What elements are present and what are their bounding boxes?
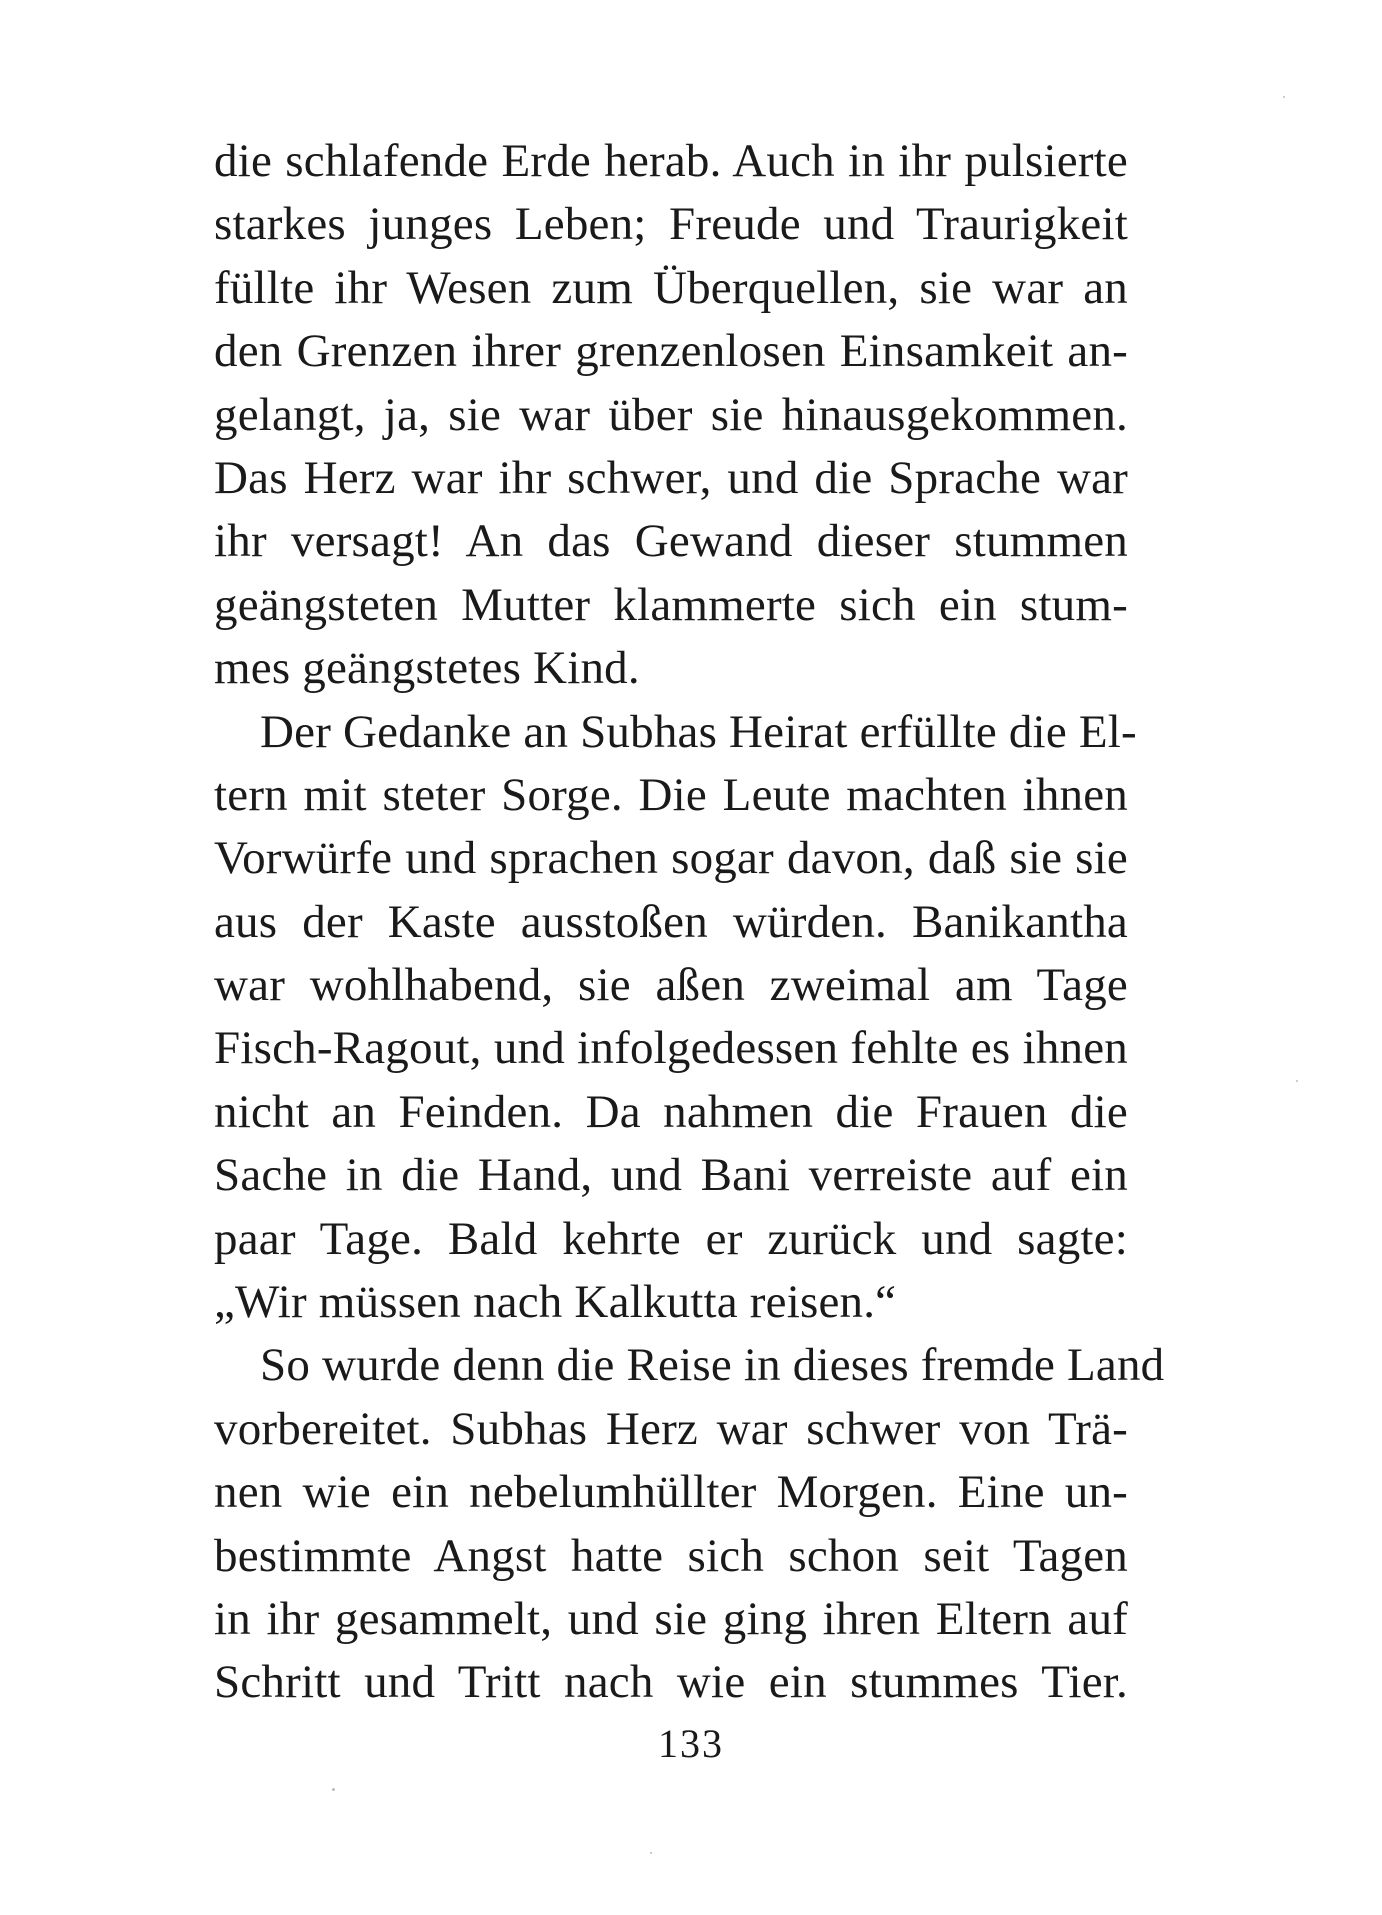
- text-line: füllte ihr Wesen zum Überquellen, sie war an: [214, 261, 1128, 314]
- page-number: 133: [658, 1721, 724, 1766]
- text-line: bestimmte Angst hatte sich schon seit Tagen: [214, 1529, 1128, 1582]
- text-line: „Wir müssen nach Kalkutta reisen.“: [214, 1276, 897, 1329]
- text-line: Schritt und Tritt nach wie ein stummes Tier.: [214, 1656, 1128, 1709]
- text-line: mes geängstetes Kind.: [214, 642, 640, 695]
- text-line: tern mit steter Sorge. Die Leute machten ihnen: [214, 768, 1128, 821]
- text-line: paar Tage. Bald kehrte er zurück und sagte:: [214, 1212, 1128, 1265]
- text-line: aus der Kaste ausstoßen würden. Banikantha: [214, 895, 1128, 948]
- scan-speck: [332, 1788, 335, 1791]
- text-line: in ihr gesammelt, und sie ging ihren Eltern auf: [214, 1592, 1128, 1645]
- text-line: geängsteten Mutter klammerte sich ein stum-: [214, 578, 1128, 631]
- text-line: den Grenzen ihrer grenzenlosen Einsamkeit an-: [214, 325, 1128, 378]
- text-line: nen wie ein nebelumhüllter Morgen. Eine un-: [214, 1466, 1128, 1519]
- body-text: [214, 130, 1165, 1715]
- text-line: gelangt, ja, sie war über sie hinausgekommen.: [214, 388, 1128, 441]
- text-line: Vorwürfe und sprachen sogar davon, daß sie sie: [214, 832, 1128, 885]
- text-line: die schlafende Erde herab. Auch in ihr pulsierte: [214, 135, 1128, 187]
- text-line: Der Gedanke an Subhas Heirat erfüllte die El-: [260, 705, 1137, 758]
- text-line: war wohlhabend, sie aßen zweimal am Tage: [214, 959, 1128, 1012]
- scan-speck: [1296, 1080, 1298, 1082]
- text-line: nicht an Feinden. Da nahmen die Frauen die: [214, 1085, 1128, 1138]
- text-line: starkes junges Leben; Freude und Traurigkeit: [214, 198, 1128, 251]
- text-line: Sache in die Hand, und Bani verreiste auf ein: [214, 1149, 1128, 1202]
- text-line: Fisch-Ragout, und infolgedessen fehlte es ihnen: [214, 1022, 1128, 1075]
- scan-speck: [650, 1852, 652, 1854]
- text-line: ihr versagt! An das Gewand dieser stummen: [214, 515, 1128, 568]
- text-line: So wurde denn die Reise in dieses fremde Land: [260, 1339, 1165, 1392]
- text-line: Das Herz war ihr schwer, und die Sprache war: [214, 451, 1128, 504]
- text-line: vorbereitet. Subhas Herz war schwer von Trä-: [214, 1402, 1128, 1455]
- scan-speck: [1283, 96, 1285, 98]
